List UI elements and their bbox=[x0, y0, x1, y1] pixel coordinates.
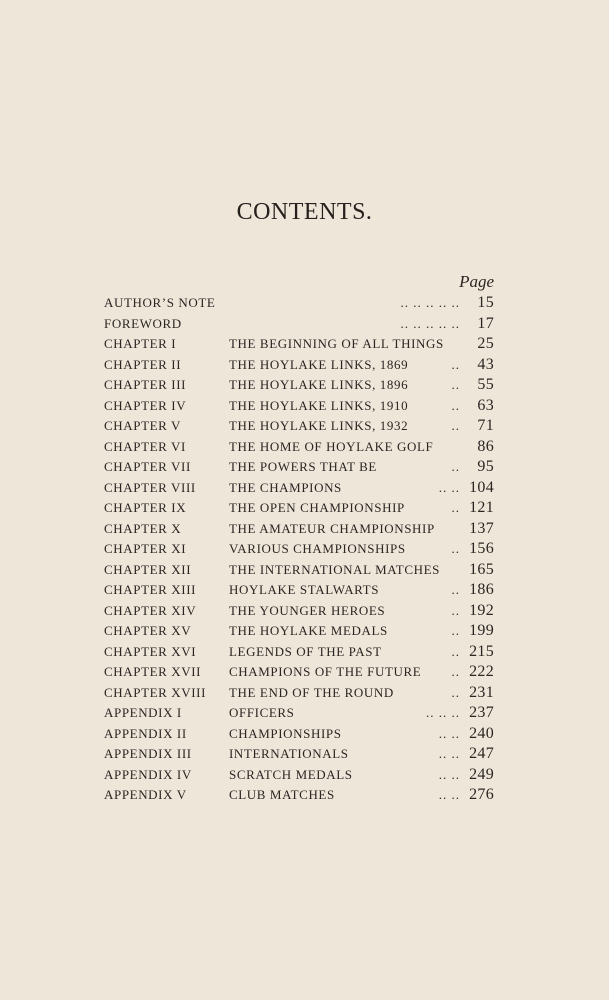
entry-label: CHAPTER VII bbox=[104, 459, 191, 474]
entry-label: CHAPTER XVIII bbox=[104, 684, 207, 700]
contents-entry bbox=[104, 519, 498, 540]
entry-label: CHAPTER XIII bbox=[104, 582, 197, 597]
entry-page-number: 222 bbox=[469, 663, 494, 680]
entry-label: CHAPTER VI bbox=[104, 438, 186, 454]
entry-page-number: 71 bbox=[477, 417, 494, 434]
entry-label: CHAPTER X bbox=[104, 520, 182, 536]
contents-entry bbox=[104, 580, 498, 601]
entry-page-number: 156 bbox=[469, 540, 494, 557]
entry-title: CLUB MATCHES bbox=[229, 787, 335, 802]
entry-page-number: 231 bbox=[469, 683, 494, 701]
dot-leader: .. bbox=[451, 459, 460, 474]
dot-leader: .. .. bbox=[438, 787, 460, 802]
entry-title: THE HOYLAKE LINKS, 1910 bbox=[229, 397, 409, 413]
entry-page-number: 240 bbox=[469, 724, 494, 742]
contents-entry bbox=[104, 601, 498, 622]
entry-title: THE BEGINNING OF ALL THINGS bbox=[229, 336, 444, 351]
entry-title: THE END OF THE ROUND bbox=[229, 684, 394, 700]
dot-leader: .. bbox=[451, 541, 460, 556]
entry-label: CHAPTER XV bbox=[104, 623, 192, 638]
contents-entry bbox=[104, 621, 498, 642]
entry-page-number: 247 bbox=[469, 745, 494, 762]
dot-leader: .. .. .. bbox=[426, 705, 460, 720]
contents-entry bbox=[104, 355, 498, 376]
entry-label: CHAPTER XI bbox=[104, 541, 187, 556]
contents-entry bbox=[104, 744, 498, 765]
entry-title: OFFICERS bbox=[229, 705, 295, 720]
entry-title: VARIOUS CHAMPIONSHIPS bbox=[229, 541, 406, 556]
entry-label: AUTHOR’S NOTE bbox=[104, 295, 216, 310]
dot-leader: .. .. bbox=[438, 746, 460, 761]
entry-label: CHAPTER XII bbox=[104, 561, 192, 577]
dot-leader: .. bbox=[451, 623, 460, 638]
entry-page-number: 137 bbox=[469, 519, 494, 537]
entry-title: CHAMPIONSHIPS bbox=[229, 725, 342, 741]
contents-entry bbox=[104, 314, 498, 335]
contents-entry bbox=[104, 539, 498, 560]
entry-page-number: 186 bbox=[469, 581, 494, 598]
entry-label: CHAPTER VIII bbox=[104, 479, 196, 495]
entry-page-number: 121 bbox=[469, 499, 494, 516]
entry-title: THE AMATEUR CHAMPIONSHIP bbox=[229, 520, 435, 536]
entry-title: THE CHAMPIONS bbox=[229, 479, 342, 495]
dot-leader: .. bbox=[451, 684, 460, 700]
entry-label: APPENDIX IV bbox=[104, 766, 192, 782]
dot-leader: .. bbox=[451, 582, 460, 597]
contents-list bbox=[104, 293, 498, 806]
page-column-label: Page bbox=[459, 272, 494, 291]
contents-entry bbox=[104, 498, 498, 519]
entry-page-number: 15 bbox=[477, 294, 494, 311]
entry-title: THE YOUNGER HEROES bbox=[229, 602, 386, 618]
contents-entry bbox=[104, 293, 498, 314]
dot-leader: .. bbox=[451, 500, 460, 515]
entry-page-number: 104 bbox=[469, 478, 494, 496]
entry-label: CHAPTER IX bbox=[104, 500, 187, 515]
dot-leader: .. .. .. .. .. bbox=[400, 315, 460, 331]
dot-leader: .. .. bbox=[438, 725, 460, 741]
dot-leader: .. .. .. .. .. bbox=[400, 295, 460, 310]
entry-label: CHAPTER I bbox=[104, 336, 177, 351]
entry-label: APPENDIX III bbox=[104, 746, 192, 761]
entry-label: CHAPTER XVII bbox=[104, 664, 202, 679]
entry-page-number: 95 bbox=[477, 458, 494, 475]
entry-page-number: 215 bbox=[469, 642, 494, 660]
contents-entry bbox=[104, 457, 498, 478]
contents-entry bbox=[104, 375, 498, 396]
dot-leader: .. .. bbox=[438, 766, 460, 782]
entry-label: CHAPTER XVI bbox=[104, 643, 197, 659]
page-title: CONTENTS. bbox=[236, 199, 373, 225]
dot-leader: .. bbox=[451, 664, 460, 679]
entry-page-number: 199 bbox=[469, 622, 494, 639]
contents-entry bbox=[104, 724, 498, 745]
dot-leader: .. bbox=[451, 397, 460, 413]
entry-page-number: 43 bbox=[477, 355, 494, 373]
dot-leader: .. bbox=[451, 356, 460, 372]
entry-title: LEGENDS OF THE PAST bbox=[229, 643, 382, 659]
entry-title: THE HOYLAKE MEDALS bbox=[229, 623, 388, 638]
contents-entry bbox=[104, 478, 498, 499]
contents-entry bbox=[104, 683, 498, 704]
entry-title: HOYLAKE STALWARTS bbox=[229, 582, 380, 597]
entry-page-number: 165 bbox=[469, 560, 494, 578]
entry-label: APPENDIX V bbox=[104, 787, 187, 802]
entry-title: THE HOME OF HOYLAKE GOLF bbox=[229, 438, 434, 454]
entry-title: SCRATCH MEDALS bbox=[229, 766, 353, 782]
entry-label: CHAPTER II bbox=[104, 356, 182, 372]
contents-entry bbox=[104, 437, 498, 458]
dot-leader: .. bbox=[451, 418, 460, 433]
entry-page-number: 237 bbox=[469, 704, 494, 721]
contents-entry bbox=[104, 662, 498, 683]
entry-page-number: 192 bbox=[469, 601, 494, 619]
contents-entry bbox=[104, 334, 498, 355]
entry-page-number: 249 bbox=[469, 765, 494, 783]
entry-title: THE OPEN CHAMPIONSHIP bbox=[229, 500, 405, 515]
dot-leader: .. bbox=[451, 377, 460, 392]
entry-label: CHAPTER IV bbox=[104, 397, 187, 413]
entry-page-number: 276 bbox=[469, 786, 494, 803]
entry-page-number: 55 bbox=[477, 376, 494, 393]
entry-label: CHAPTER III bbox=[104, 377, 187, 392]
entry-title: THE POWERS THAT BE bbox=[229, 459, 377, 474]
entry-title: CHAMPIONS OF THE FUTURE bbox=[229, 664, 422, 679]
entry-label: APPENDIX II bbox=[104, 725, 187, 741]
entry-title: THE INTERNATIONAL MATCHES bbox=[229, 561, 440, 577]
dot-leader: .. .. bbox=[438, 479, 460, 495]
entry-title: INTERNATIONALS bbox=[229, 746, 349, 761]
entry-title: THE HOYLAKE LINKS, 1869 bbox=[229, 356, 409, 372]
contents-entry bbox=[104, 416, 498, 437]
dot-leader: .. bbox=[451, 643, 460, 659]
entry-title: THE HOYLAKE LINKS, 1896 bbox=[229, 377, 409, 392]
contents-entry bbox=[104, 785, 498, 806]
entry-page-number: 86 bbox=[477, 437, 494, 455]
contents-entry bbox=[104, 396, 498, 417]
contents-entry bbox=[104, 765, 498, 786]
entry-label: CHAPTER V bbox=[104, 418, 182, 433]
entry-page-number: 17 bbox=[477, 314, 494, 332]
entry-title: THE HOYLAKE LINKS, 1932 bbox=[229, 418, 409, 433]
contents-entry bbox=[104, 560, 498, 581]
contents-entry bbox=[104, 703, 498, 724]
dot-leader: .. bbox=[451, 602, 460, 618]
entry-page-number: 63 bbox=[477, 396, 494, 414]
entry-page-number: 25 bbox=[477, 335, 494, 352]
entry-label: FOREWORD bbox=[104, 315, 182, 331]
contents-entry bbox=[104, 642, 498, 663]
entry-label: APPENDIX I bbox=[104, 705, 182, 720]
entry-label: CHAPTER XIV bbox=[104, 602, 197, 618]
